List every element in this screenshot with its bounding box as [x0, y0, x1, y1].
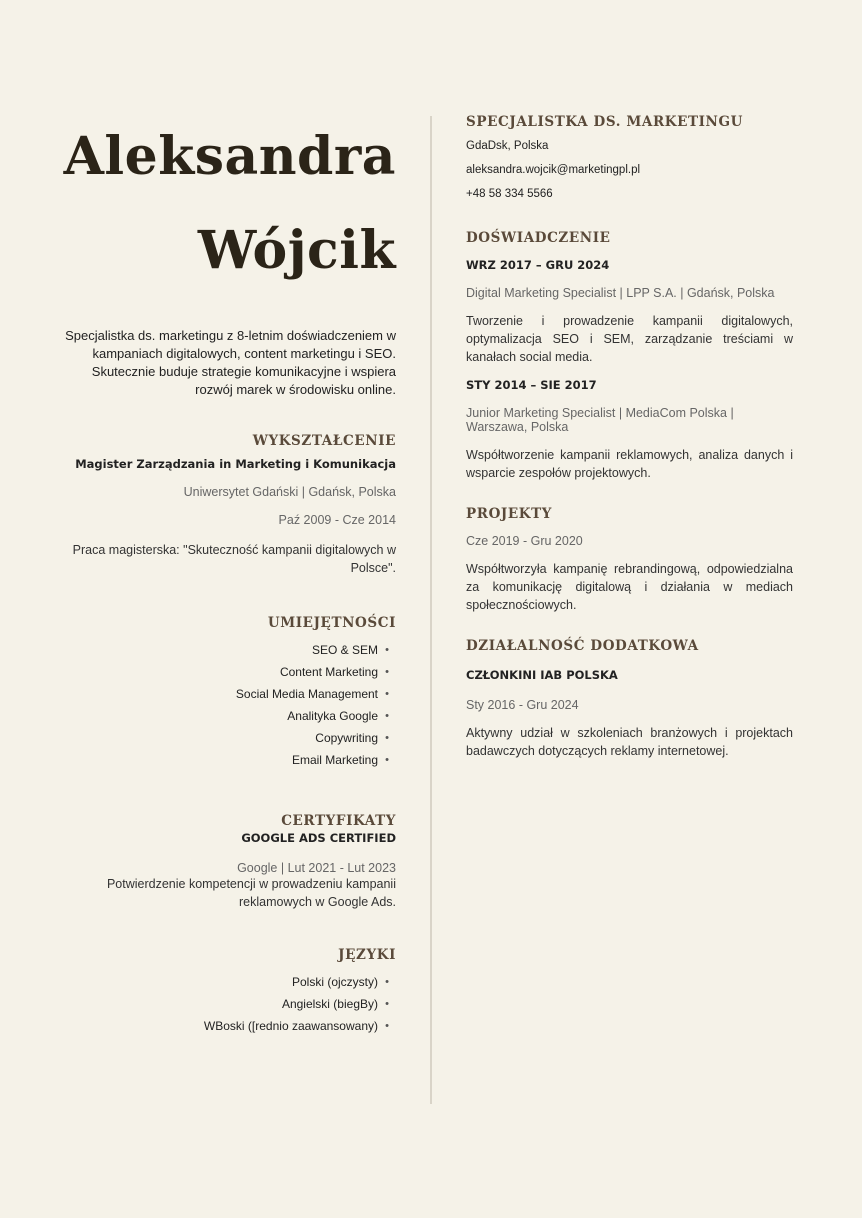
last-name: Wójcik: [197, 219, 396, 281]
job-role: Junior Marketing Specialist | MediaCom Polska | Warszawa, Polska: [466, 406, 734, 434]
activities-title: DZIAŁALNOŚĆ DODATKOWA: [466, 638, 699, 654]
experience-section: [466, 230, 793, 482]
list-item: Copywriting •: [60, 727, 396, 749]
activity-period: Sty 2016 - Gru 2024: [466, 698, 579, 712]
bullet-icon: •: [385, 998, 389, 1011]
languages-list: [60, 971, 396, 1037]
projects-section: [466, 506, 793, 614]
bullet-icon: •: [385, 688, 389, 701]
list-item: Angielski (biegBy) •: [60, 993, 396, 1015]
skills-list: [60, 639, 396, 771]
project-period: Cze 2019 - Gru 2020: [466, 534, 583, 548]
skills-title: UMIEJĘTNOŚCI: [267, 615, 396, 632]
certification-description: Potwierdzenie kompetencji w prowadzeniu kampanii reklamowych w Google Ads.: [106, 877, 396, 910]
job-period: WRZ 2017 – GRU 2024: [466, 258, 610, 272]
contact-location: GdaDsk, Polska: [466, 140, 549, 152]
list-item: SEO & SEM •: [60, 639, 396, 661]
project-description: Współtworzyła kampanię rebrandingową, odpowiedzialna za komunikację digitalową i działania w mediach społecznościowych.: [466, 562, 793, 612]
certifications-section: [60, 813, 396, 911]
profile-summary: Specjalistka ds. marketingu z 8-letnim doświadczeniem w kampaniach digitalowych, content marketingu i SEO. Skutecznie buduje strategie komunikacyjne i wspiera rozwój marek w środowisku online.: [65, 328, 396, 398]
list-item: Email Marketing •: [60, 749, 396, 771]
bullet-icon: •: [385, 754, 389, 767]
job-role: Digital Marketing Specialist | LPP S.A. | Gdańsk, Polska: [466, 286, 775, 300]
education-period: Paź 2009 - Cze 2014: [278, 513, 396, 528]
job-headline: SPECJALISTKA DS. MARKETINGU: [466, 114, 743, 130]
education-school: Uniwersytet Gdański | Gdańsk, Polska: [183, 485, 396, 500]
bullet-icon: •: [385, 1020, 389, 1033]
skills-section: [60, 615, 396, 771]
experience-title: DOŚWIADCZENIE: [466, 230, 611, 246]
activities-section: [466, 638, 793, 760]
bullet-icon: •: [385, 666, 389, 679]
certification-name: GOOGLE ADS CERTIFIED: [241, 831, 396, 846]
education-section: [60, 433, 396, 577]
languages-title: JĘZYKI: [338, 947, 396, 964]
bullet-icon: •: [385, 732, 389, 745]
bullet-icon: •: [385, 710, 389, 723]
left-column: [60, 110, 396, 1037]
list-item: Social Media Management •: [60, 683, 396, 705]
list-item: Polski (ojczysty) •: [60, 971, 396, 993]
education-thesis: Praca magisterska: "Skuteczność kampanii digitalowych w Polsce".: [72, 543, 396, 576]
activity-description: Aktywny udział w szkoleniach branżowych i projektach badawczych dotyczących reklamy internetowej.: [466, 726, 793, 758]
job-description: Tworzenie i prowadzenie kampanii digitalowych, optymalizacja SEO i SEM, zarządzanie treściami w kanałach social media.: [466, 314, 793, 364]
list-item: Analityka Google •: [60, 705, 396, 727]
languages-section: [60, 947, 396, 1037]
full-name: [60, 110, 396, 297]
contact-email[interactable]: aleksandra.wojcik@marketingpl.pl: [466, 164, 641, 176]
education-title: WYKSZTAŁCENIE: [252, 433, 396, 450]
projects-title: PROJEKTY: [466, 506, 553, 522]
certification-meta: Google | Lut 2021 - Lut 2023: [237, 861, 396, 876]
bullet-icon: •: [385, 644, 389, 657]
education-degree: Magister Zarządzania in Marketing i Komunikacja: [75, 457, 396, 472]
list-item: WBoski ([rednio zaawansowany) •: [60, 1015, 396, 1037]
job-description: Współtworzenie kampanii reklamowych, analiza danych i wsparcie zespołów projektowych.: [466, 448, 793, 480]
job-period: STY 2014 – SIE 2017: [466, 378, 597, 392]
certifications-title: CERTYFIKATY: [281, 813, 396, 830]
bullet-icon: •: [385, 976, 389, 989]
column-divider: [430, 116, 432, 1104]
first-name: Aleksandra: [63, 126, 396, 187]
contact-phone[interactable]: +48 58 334 5566: [466, 188, 553, 200]
list-item: Content Marketing •: [60, 661, 396, 683]
right-column: [466, 114, 793, 760]
activity-org: CZŁONKINI IAB POLSKA: [466, 668, 618, 682]
